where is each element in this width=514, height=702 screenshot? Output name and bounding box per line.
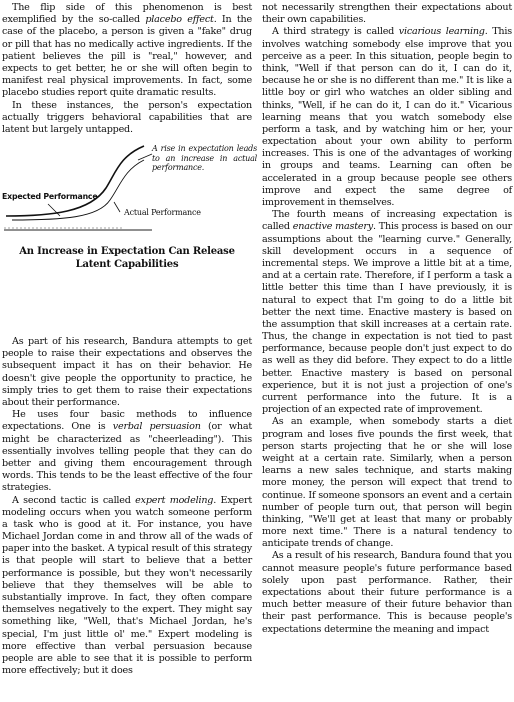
text-run: He uses four basic methods to influence expectations. One is	[2, 409, 252, 433]
figure-caption: An Increase in Expectation Can Release Latent Capabilities	[19, 246, 235, 270]
paragraph-bandura-research: As part of his research, Bandura attempts to get people to raise their expectations and observes the subsequent impact it has on their behavior. He doesn't give people the opportunity to practice, he simply tries to get them to raise their expectations about their performance.	[2, 336, 252, 408]
paragraph-placebo	[2, 2, 252, 100]
label-rise-in-expectation: A rise in expectation leads to an increase in actual performance.	[152, 144, 257, 173]
emphasis-placebo-effect: placebo effect	[145, 14, 214, 26]
emphasis-expert-modeling: expert modeling	[135, 494, 214, 506]
paragraph-expert-modeling	[2, 495, 252, 678]
paragraph-bandura-findings: As a result of his research, Bandura found that you cannot measure people's future performance based solely upon past performance. Rather, their expectations about their future performance is a much better measure of their future behavior than their past performance. This is because people's expectations determine the meaning and impact	[262, 550, 512, 635]
text-run: A third strategy is called	[272, 26, 399, 38]
paragraph-continued: not necessarily strengthen their expectations about their own capabilities.	[262, 2, 512, 26]
paragraph-vicarious-learning	[262, 26, 512, 209]
paragraph-verbal-persuasion	[2, 409, 252, 494]
right-column	[262, 2, 512, 636]
text-run: The flip side of this phenomenon is best exemplified by the so-called	[2, 2, 252, 26]
text-run: A second tactic is called	[12, 494, 136, 506]
emphasis-enactive-mastery: enactive mastery	[292, 221, 373, 233]
emphasis-verbal-persuasion: verbal persuasion	[112, 421, 201, 433]
emphasis-vicarious-learning: vicarious learning	[398, 26, 485, 38]
label-actual-performance: Actual Performance	[124, 208, 201, 218]
text-run: . This process is based on our assumptions about the "learning curve." Generally, skill development occurs in a sequence of incremental steps. We improve a little bit at a time, and at a certain rate. Therefore, if I perform a task a little better this time than I have previously, it is natural to expect that I'm going to do a little bit better the next time. Enactive mastery is based on the assumption that skill increases at a certain rate. Thus, the change in expectation is not tied to past performance, because people don't just expect to do as well as they did before. They expect to do a little better. Enactive mastery is based on personal experience, but it is not just a projection of one's current performance into the future. It is a projection of an expected rate of improvement.	[262, 221, 512, 416]
left-column	[2, 2, 257, 677]
rise-pointer	[138, 154, 152, 160]
expectation-figure	[2, 142, 257, 336]
paragraph-latent: In these instances, the person's expectation actually triggers behavioral capabilities that are latent but largely untapped.	[2, 99, 252, 135]
paragraph-diet-example: As an example, when somebody starts a diet program and loses five pounds the first week, that person starts projecting that he or she will lose weight at a certain rate. Similarly, when a person learns a new sales technique, and starts making more money, the person will expect that trend to continue. If someone sponsors an event and a certain number of people turn out, that person will begin thinking, "We'll get at least that many or probably more next time." There is a natural tendency to anticipate trends of change.	[262, 416, 512, 550]
expected-performance-curve	[6, 146, 144, 216]
text-run: . In the case of the placebo, a person is given a "fake" drug or pill that has no medically active ingredients. If the patient believes the pill is "real," however, and expects to get better, he or she will often begin to manifest real physical improvements. In fact, some placebo studies report quite dramatic results.	[2, 14, 252, 99]
text-run: . Expert modeling occurs when you watch someone perform a task who is good at it. For instance, you have Michael Jordan come in and throw all of the wads of paper into the basket. A typical result of this strategy is that people will start to believe that a better performance is possible, but they won't necessarily believe that they themselves will be able to substantially improve. In fact, they often compare themselves negatively to the expert. They might say something like, "Well, that's Michael Jordan, he's special, I'm just little ol' me." Expert modeling is more effective than verbal persuasion because people are able to see that it is possible to perform more effectively; but it does	[2, 494, 252, 677]
text-run: The fourth means of increasing expectation is called	[262, 209, 512, 233]
label-expected-performance: Expected Performance	[2, 192, 98, 202]
text-run: . This involves watching somebody else improve that you perceive as a peer. In this situation, people begin to think, "Well if that person can do it, I can do it, because he or she is no different than me." It is like a little boy or girl who watches an older sibling and thinks, "Well, if he can do it, I can do it." Vicarious learning means that you watch somebody else perform a task, and by watching him or her, your expectation about your own ability to perform increases. This is one of the advantages of working in groups and teams. Learning can often be accelerated in a group because people see others improve and expect the same degree of improvement in themselves.	[262, 26, 513, 208]
actual-pointer	[114, 202, 120, 212]
paragraph-enactive-mastery	[262, 209, 512, 416]
text-run: (or what might be characterized as "cheerleading"). This essentially involves telling people that they can do better and giving them encouragement through words. This tends to be the least effective of the four strategies.	[2, 421, 252, 494]
